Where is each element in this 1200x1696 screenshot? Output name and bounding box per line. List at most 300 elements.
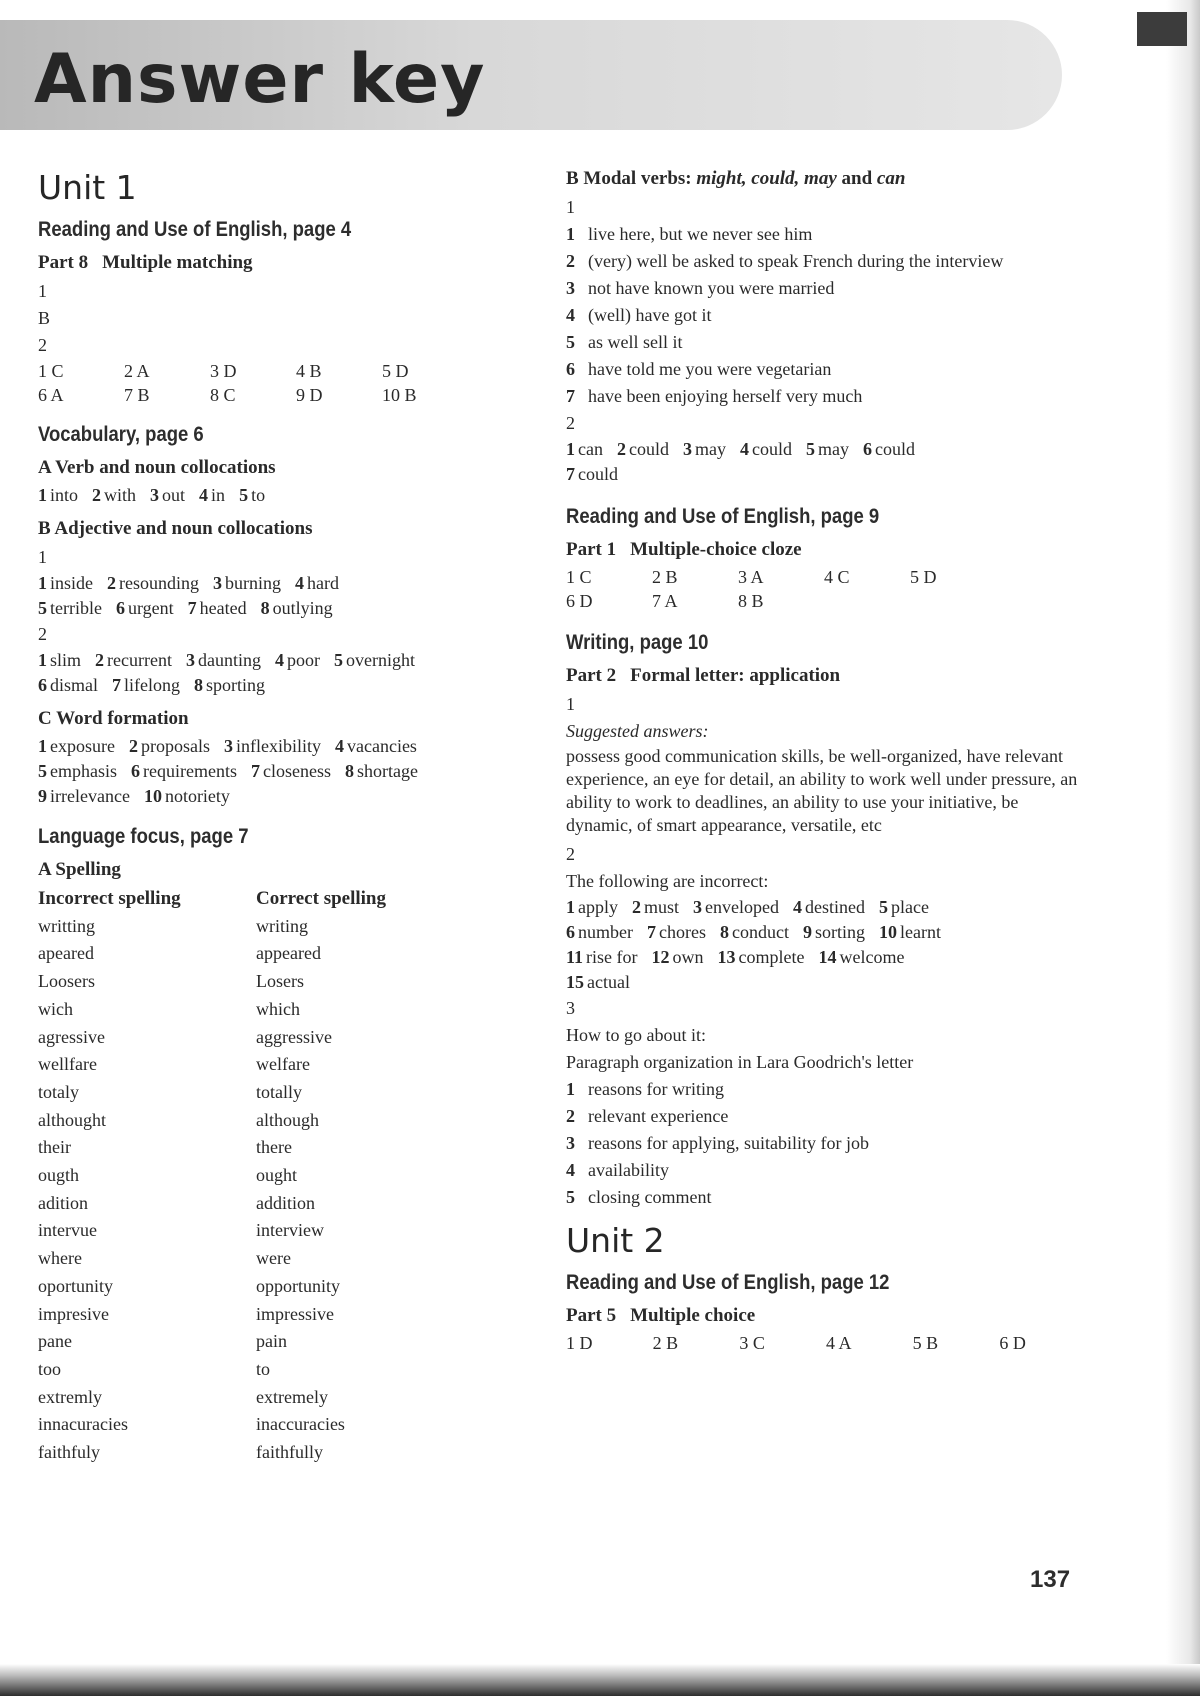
item-number: 5 — [38, 598, 47, 618]
item-number: 3 — [223, 736, 233, 756]
answer-item: 7 B — [124, 385, 150, 405]
part-name: Multiple-choice cloze — [630, 539, 802, 560]
item-number: 7 — [566, 464, 575, 484]
spelling-table — [38, 885, 548, 1467]
suggested-answers-text: possess good communication skills, be well-organized, have relevant experience, an eye for detail, an ability to work well under pressure, an ability to work to deadlines, an ability to use your initiative, be dynamic, of smart appearance, versatile, etc — [566, 746, 1078, 835]
item-number: 2 — [95, 650, 105, 670]
item-text: could — [628, 439, 669, 459]
answer-item: 2 A — [124, 361, 150, 381]
correct-spelling-cell: writing — [256, 915, 308, 936]
item-number: 7 — [646, 922, 656, 942]
correct-spelling-cell: addition — [256, 1192, 315, 1213]
item-number: 10 — [878, 922, 897, 942]
answer-item: 2 B — [652, 567, 678, 587]
answer-item: 3 D — [210, 361, 237, 381]
how-to-label: How to go about it: — [566, 1025, 706, 1045]
item-number: 3 — [566, 278, 575, 298]
item-text: must — [644, 897, 680, 917]
part-2-title — [566, 665, 1086, 687]
item-number: 8 — [194, 675, 203, 695]
item-number: 1 — [566, 439, 575, 459]
answer-item — [199, 485, 225, 505]
incorrect-spelling-cell: their — [38, 1137, 71, 1158]
item-number: 9 — [38, 786, 47, 806]
verb-noun-title: A Verb and noun collocations — [38, 457, 276, 478]
item-text: exposure — [50, 736, 115, 756]
correct-spelling-cell: although — [256, 1109, 319, 1130]
writing-heading: Writing, page 10 — [566, 631, 709, 654]
bottom-edge-shadow — [0, 1664, 1200, 1696]
incorrect-spelling-cell: wellfare — [38, 1054, 97, 1075]
list-item — [566, 1184, 1086, 1211]
correct-spelling-cell: appeared — [256, 943, 321, 964]
spelling-title: A Spelling — [38, 859, 121, 880]
item-text: out — [162, 485, 186, 505]
question-number: 1 — [38, 547, 47, 567]
item-text: reasons for writing — [588, 1079, 724, 1099]
answer-item: 1 D — [566, 1333, 593, 1353]
answer-item — [818, 947, 904, 967]
item-text: number — [578, 922, 633, 942]
item-text: recurrent — [107, 650, 172, 670]
column-header: Correct spelling — [256, 888, 386, 909]
item-number: 4 — [295, 573, 304, 593]
correct-spelling-cell: ought — [256, 1165, 298, 1186]
answer-item: 6 D — [566, 591, 593, 611]
correct-spelling-cell: Losers — [256, 971, 304, 992]
question-number: 1 — [566, 197, 575, 217]
item-number: 4 — [334, 736, 344, 756]
answer-item — [38, 485, 78, 505]
answer-item — [275, 650, 320, 670]
item-text: burning — [225, 573, 281, 593]
page-edge-shadow — [1166, 0, 1200, 1696]
answer-item — [261, 598, 333, 618]
item-text: notoriety — [164, 786, 230, 806]
item-number: 3 — [213, 573, 222, 593]
item-text: hard — [307, 573, 339, 593]
item-number: 2 — [107, 573, 116, 593]
item-number: 5 — [38, 761, 47, 781]
incorrect-spelling-cell: writting — [38, 915, 95, 936]
answer-item — [38, 786, 130, 806]
right-column — [566, 168, 1086, 1355]
answer-item — [38, 573, 93, 593]
answer-item — [144, 786, 230, 806]
vocabulary-heading: Vocabulary, page 6 — [38, 423, 204, 446]
item-text: inside — [50, 573, 93, 593]
list-item — [566, 329, 1086, 356]
item-number: 7 — [566, 386, 575, 406]
item-number: 6 — [566, 922, 575, 942]
incorrect-intro: The following are incorrect: — [566, 871, 769, 891]
answer-item: 8 C — [210, 385, 236, 405]
reading-page12-heading: Reading and Use of English, page 12 — [566, 1271, 890, 1294]
item-number: 3 — [150, 485, 160, 505]
incorrect-spelling-cell: innacuracies — [38, 1414, 128, 1435]
item-number: 15 — [566, 972, 584, 992]
incorrect-spelling-cell: where — [38, 1248, 82, 1269]
incorrect-spelling-cell: pane — [38, 1331, 72, 1352]
answer-line — [566, 920, 1086, 945]
correct-spelling-cell: opportunity — [256, 1275, 340, 1296]
list-item — [566, 356, 1086, 383]
item-text: have been enjoying herself very much — [588, 386, 863, 406]
item-number: 5 — [805, 439, 815, 459]
list-item — [566, 383, 1086, 410]
part5-answer-grid — [566, 1331, 1086, 1355]
incorrect-spelling-cell: impresive — [38, 1303, 109, 1324]
answer-item — [803, 922, 865, 942]
incorrect-spelling-cell: althought — [38, 1109, 106, 1130]
answer-item: 10 B — [382, 385, 417, 405]
item-text: availability — [588, 1160, 669, 1180]
question-number: 1 — [566, 694, 575, 714]
item-number: 7 — [250, 761, 260, 781]
answer-item — [693, 897, 779, 917]
answer-item: 4 C — [824, 567, 850, 587]
answer-item — [112, 675, 180, 695]
item-number: 2 — [92, 485, 102, 505]
item-text: sorting — [814, 922, 865, 942]
question-number: 3 — [566, 998, 575, 1018]
answer-line — [38, 596, 548, 621]
answer-item — [150, 485, 185, 505]
item-number: 5 — [333, 650, 343, 670]
item-text: urgent — [127, 598, 174, 618]
part1-answer-grid — [566, 565, 996, 613]
reading-page4-heading: Reading and Use of English, page 4 — [38, 218, 352, 241]
answer-item: 6 A — [38, 385, 64, 405]
correct-spelling-cell: which — [256, 998, 300, 1019]
item-text: could — [874, 439, 915, 459]
answer-line — [38, 571, 548, 596]
item-text: lifelong — [124, 675, 180, 695]
answer-line — [566, 895, 1086, 920]
incorrect-spelling-cell: agressive — [38, 1026, 105, 1047]
correct-spelling-cell: impressive — [256, 1303, 334, 1324]
item-text: can — [578, 439, 603, 459]
item-text: slim — [50, 650, 82, 670]
item-number: 2 — [566, 1106, 575, 1126]
answer-item — [295, 573, 339, 593]
item-number: 5 — [566, 1187, 575, 1207]
item-number: 1 — [38, 650, 47, 670]
answer-item: 3 A — [738, 567, 764, 587]
correct-spelling-cell: extremely — [256, 1386, 328, 1407]
item-text: daunting — [197, 650, 261, 670]
answer-item: 3 C — [739, 1333, 765, 1353]
question-number: 1 — [38, 281, 47, 301]
correct-spelling-cell: to — [256, 1358, 271, 1379]
item-number: 6 — [38, 675, 47, 695]
item-text: chores — [658, 922, 706, 942]
answer-item — [334, 650, 415, 670]
answer-item: 8 B — [738, 591, 764, 611]
item-text: to — [251, 485, 266, 505]
modal-verbs-title — [566, 168, 1086, 190]
correct-spelling-cell: aggressive — [256, 1026, 332, 1047]
item-text: sporting — [206, 675, 266, 695]
list-item — [566, 1130, 1086, 1157]
answer-item — [38, 675, 98, 695]
list-item — [566, 248, 1086, 275]
question-number: 2 — [38, 624, 47, 644]
answer-item — [632, 897, 679, 917]
item-number: 4 — [792, 897, 802, 917]
item-text: poor — [286, 650, 320, 670]
numbered-list — [566, 1076, 1086, 1211]
answer-item — [107, 573, 199, 593]
answer-item — [566, 972, 630, 992]
answer-item — [566, 947, 638, 967]
adjective-noun-title: B Adjective and noun collocations — [38, 518, 313, 539]
item-number: 6 — [566, 359, 575, 379]
left-column — [38, 168, 548, 1467]
incorrect-spelling-cell: too — [38, 1358, 62, 1379]
item-number: 14 — [818, 947, 837, 967]
answer-item: 5 D — [382, 361, 409, 381]
list-item — [566, 1076, 1086, 1103]
answer-item — [129, 736, 210, 756]
answer-item: 5 D — [910, 567, 937, 587]
answer-item — [879, 922, 941, 942]
answer-item: 9 D — [296, 385, 323, 405]
answer-item — [566, 897, 618, 917]
item-number: 3 — [693, 897, 703, 917]
item-number: 7 — [112, 675, 121, 695]
item-text: (well) have got it — [588, 305, 712, 325]
list-item — [566, 275, 1086, 302]
answer-line — [566, 945, 1086, 970]
answer-item — [566, 464, 618, 484]
list-item — [566, 221, 1086, 248]
answer-item: 7 A — [652, 591, 678, 611]
item-number: 5 — [878, 897, 888, 917]
incorrect-spelling-cell: adition — [38, 1192, 88, 1213]
item-text: enveloped — [705, 897, 779, 917]
item-text: reasons for applying, suitability for job — [588, 1133, 869, 1153]
answer-line — [38, 483, 548, 508]
answer-item — [740, 439, 792, 459]
incorrect-spelling-cell: oportunity — [38, 1275, 113, 1296]
incorrect-spelling-cell: extremly — [38, 1386, 102, 1407]
correct-spelling-cell: pain — [256, 1331, 287, 1352]
item-number: 4 — [274, 650, 284, 670]
answer-item — [92, 485, 136, 505]
unit-1-title: Unit 1 — [38, 168, 137, 207]
item-number: 4 — [566, 1160, 575, 1180]
page-number: 137 — [1030, 1566, 1071, 1593]
answer-item — [718, 947, 805, 967]
question-number: 2 — [566, 413, 575, 433]
item-text: outlying — [272, 598, 333, 618]
answer-item — [239, 485, 265, 505]
page-title: Answer key — [34, 40, 486, 119]
answer-item — [38, 650, 81, 670]
item-text: closeness — [262, 761, 331, 781]
answer-item — [617, 439, 669, 459]
part-number: Part 8 — [38, 252, 89, 273]
question-number: 2 — [566, 844, 575, 864]
item-number: 9 — [802, 922, 812, 942]
item-number: 8 — [719, 922, 729, 942]
item-number: 3 — [682, 439, 692, 459]
question-number: 2 — [38, 335, 47, 355]
answer-text: B — [38, 308, 51, 328]
item-number: 6 — [115, 598, 125, 618]
item-text: shortage — [356, 761, 418, 781]
item-number: 7 — [187, 598, 197, 618]
answer-item — [38, 736, 115, 756]
item-number: 6 — [862, 439, 872, 459]
item-number: 1 — [38, 573, 47, 593]
incorrect-spelling-cell: faithfuly — [38, 1442, 100, 1463]
answer-line — [566, 970, 1086, 995]
answer-item — [863, 439, 915, 459]
correct-spelling-cell: were — [256, 1248, 291, 1269]
item-text: apply — [578, 897, 618, 917]
part8-answer-grid — [38, 359, 468, 407]
answer-item — [188, 598, 247, 618]
list-item — [566, 302, 1086, 329]
item-text: welcome — [839, 947, 905, 967]
answer-item — [38, 598, 102, 618]
title-text-italic: can — [876, 168, 906, 189]
item-text: could — [751, 439, 792, 459]
item-text: dismal — [50, 675, 98, 695]
item-text: may — [817, 439, 849, 459]
answer-item: 5 B — [912, 1333, 939, 1353]
item-text: heated — [199, 598, 247, 618]
item-text: learnt — [899, 922, 941, 942]
part-number: Part 2 — [566, 665, 617, 686]
item-number: 4 — [566, 305, 575, 325]
answer-line — [566, 462, 1086, 487]
part-5-title — [566, 1305, 1086, 1327]
answer-line — [38, 784, 548, 809]
item-text: in — [211, 485, 226, 505]
item-number: 12 — [651, 947, 670, 967]
answer-item — [224, 736, 321, 756]
item-text: not have known you were married — [588, 278, 835, 298]
unit-2-title: Unit 2 — [566, 1221, 665, 1260]
incorrect-spelling-cell: ougth — [38, 1165, 80, 1186]
correct-spelling-cell: inaccuracies — [256, 1414, 345, 1435]
item-text: irrelevance — [50, 786, 130, 806]
answer-item: 4 A — [825, 1333, 852, 1353]
answer-item — [647, 922, 706, 942]
title-text-italic: might, could, may — [696, 168, 837, 189]
item-number: 8 — [344, 761, 354, 781]
item-number: 11 — [566, 947, 584, 967]
answer-item — [566, 439, 603, 459]
item-text: have told me you were vegetarian — [588, 359, 832, 379]
correct-spelling-cell: there — [256, 1137, 292, 1158]
paragraph-organization-label: Paragraph organization in Lara Goodrich's letter — [566, 1052, 914, 1072]
correct-spelling-cell: interview — [256, 1220, 324, 1241]
item-text: into — [50, 485, 79, 505]
answer-item — [251, 761, 331, 781]
list-item — [566, 1157, 1086, 1184]
thumb-tab-marker — [1137, 12, 1187, 46]
item-text: terrible — [50, 598, 102, 618]
incorrect-spelling-cell: apeared — [38, 943, 94, 964]
item-text: place — [890, 897, 929, 917]
part-number: Part 5 — [566, 1305, 617, 1326]
item-number: 8 — [260, 598, 270, 618]
answer-item — [38, 761, 117, 781]
answer-line — [38, 673, 548, 698]
part-1-title — [566, 539, 1086, 561]
answer-line — [38, 734, 548, 759]
answer-item — [186, 650, 261, 670]
item-text: closing comment — [588, 1187, 712, 1207]
item-text: resounding — [119, 573, 199, 593]
answer-item — [652, 947, 704, 967]
answer-line — [566, 437, 1086, 462]
correct-spelling-cell: welfare — [256, 1054, 310, 1075]
item-text: requirements — [143, 761, 237, 781]
item-text: as well sell it — [588, 332, 683, 352]
item-number: 4 — [739, 439, 749, 459]
answer-item — [131, 761, 237, 781]
answer-item — [793, 897, 865, 917]
answer-item — [116, 598, 174, 618]
answer-item — [806, 439, 849, 459]
answer-item: 1 C — [38, 361, 64, 381]
item-text: actual — [587, 972, 630, 992]
answer-item — [194, 675, 265, 695]
answer-line — [38, 648, 548, 673]
answer-item — [335, 736, 417, 756]
item-text: proposals — [140, 736, 210, 756]
item-text: inflexibility — [235, 736, 321, 756]
answer-item: 2 B — [652, 1333, 679, 1353]
answer-item: 6 D — [999, 1333, 1026, 1353]
item-text: relevant experience — [588, 1106, 729, 1126]
part-name: Multiple matching — [102, 252, 253, 273]
item-number: 13 — [717, 947, 736, 967]
item-number: 5 — [239, 485, 249, 505]
list-item — [566, 1103, 1086, 1130]
answer-item: 1 C — [566, 567, 592, 587]
part-name: Formal letter: application — [630, 665, 841, 686]
title-text: and — [836, 168, 877, 189]
item-text: overnight — [345, 650, 415, 670]
item-text: conduct — [731, 922, 789, 942]
item-text: own — [672, 947, 704, 967]
item-text: may — [694, 439, 726, 459]
part-number: Part 1 — [566, 539, 617, 560]
item-number: 3 — [185, 650, 195, 670]
answer-item — [95, 650, 172, 670]
incorrect-spelling-cell: intervue — [38, 1220, 97, 1241]
item-text: live here, but we never see him — [588, 224, 813, 244]
item-number: 10 — [143, 786, 162, 806]
word-formation-title: C Word formation — [38, 708, 189, 729]
item-text: rise for — [586, 947, 638, 967]
item-number: 1 — [566, 897, 575, 917]
item-text: vacancies — [346, 736, 417, 756]
part-8-title — [38, 252, 548, 274]
item-number: 3 — [566, 1133, 575, 1153]
item-number: 1 — [566, 1079, 575, 1099]
part-name: Multiple choice — [630, 1305, 756, 1326]
answer-item — [720, 922, 789, 942]
item-number: 1 — [38, 485, 47, 505]
item-number: 5 — [566, 332, 575, 352]
